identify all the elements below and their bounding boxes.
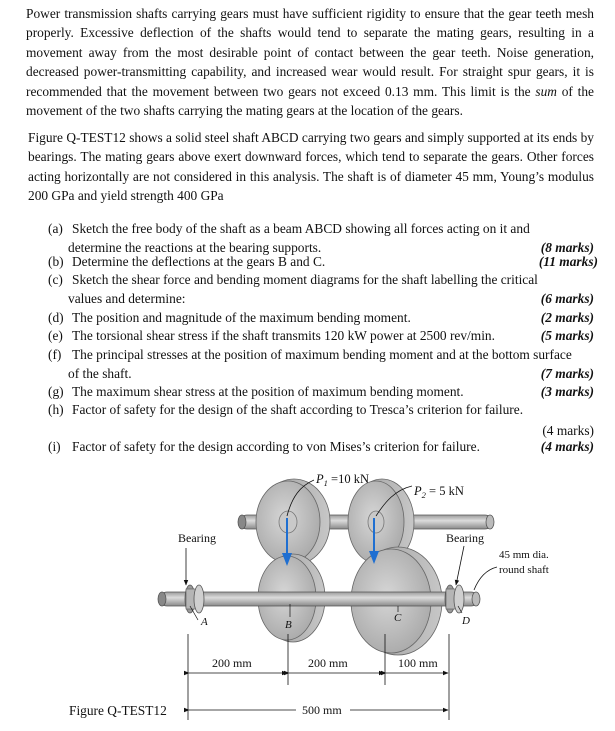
question-marks: (6 marks) [540, 291, 594, 306]
question-marks: (8 marks) [540, 240, 594, 255]
leader-bearing-right [456, 546, 464, 585]
question-marks: (7 marks) [540, 366, 594, 381]
question-label: (i) [48, 439, 61, 454]
question-label: (e) [48, 328, 63, 343]
bearing-label-left: Bearing [178, 531, 216, 545]
question-f [0, 345, 615, 385]
question-h [0, 400, 615, 440]
dimension-total: 500 mm [302, 703, 342, 717]
bearing-d [445, 585, 464, 613]
question-label: (a) [48, 221, 63, 236]
question-marks: (3 marks) [540, 384, 594, 399]
question-c [0, 270, 615, 310]
question-label: (c) [48, 272, 63, 287]
shaft-diameter-label: 45 mm dia. [499, 549, 549, 561]
question-text: The maximum shear stress at the position of maximum bending moment. [72, 384, 464, 399]
question-text: The position and magnitude of the maximum bending moment. [72, 310, 411, 325]
point-c-label: C [394, 612, 402, 624]
question-text-cont: determine the reactions at the bearing supports. [68, 240, 322, 255]
question-text: The torsional shear stress if the shaft transmits 120 kW power at 2500 rev/min. [72, 328, 495, 343]
dimension-ab: 200 mm [212, 656, 252, 670]
question-marks: (4 marks) [542, 423, 594, 438]
shaft-type-label: round shaft [499, 564, 549, 576]
question-text-cont: values and determine: [68, 291, 186, 306]
bearing-label-right: Bearing [446, 531, 484, 545]
question-marks: (4 marks) [540, 439, 594, 454]
question-text: Factor of safety for the design of the shaft according to Tresca’s criterion for failure. [72, 402, 524, 417]
intro-paragraph-2: Figure Q-TEST12 shows a solid steel shaft ABCD carrying two gears and simply supported at its ends by bearings. The mating gears above exert downward forces, which tend to separate the gears. Other forces acting horizontally are not considered in this analysis. The shaft is of diameter 45 mm, Young’s modulus 200 GPa and yield strength 400 GPa [28, 130, 594, 204]
question-text: Determine the deflections at the gears B and C. [72, 254, 326, 269]
question-text: Sketch the shear force and bending moment diagrams for the shaft labelling the critical [72, 272, 538, 287]
figure-caption: Figure Q-TEST12 [69, 703, 167, 718]
shaft-figure [0, 462, 615, 731]
question-text-cont: of the shaft. [68, 366, 132, 381]
question-i [0, 437, 615, 457]
point-b-label: B [285, 619, 292, 631]
point-a-label: A [201, 616, 208, 628]
force-label-p2: $P_2 = 5$ kN [414, 484, 464, 500]
main-shaft [158, 592, 480, 606]
upper-gear-left [256, 479, 330, 565]
question-text: Sketch the free body of the shaft as a beam ABCD showing all forces acting on it and [72, 221, 530, 236]
question-marks: (5 marks) [540, 328, 594, 343]
question-d [0, 308, 615, 328]
dimension-cd: 100 mm [398, 656, 438, 670]
question-e [0, 326, 615, 346]
intro-paragraph-1 [26, 4, 594, 120]
bearing-a [185, 585, 204, 613]
intro-text-b: of the movement of the two shafts carrying the mating gears at the location of the gears. [26, 83, 594, 119]
question-b [0, 252, 615, 272]
question-marks: (11 marks) [538, 254, 598, 269]
point-d-label: D [462, 615, 470, 627]
question-text: Factor of safety for the design according to von Mises’s criterion for failure. [72, 439, 480, 454]
dimension-bc: 200 mm [308, 656, 348, 670]
question-label: (b) [48, 254, 64, 269]
question-text: The principal stresses at the position of maximum bending moment and at the bottom surface [72, 347, 572, 362]
question-marks: (2 marks) [540, 310, 594, 325]
question-label: (d) [48, 310, 64, 325]
question-label: (g) [48, 384, 64, 399]
intro-emphasis-sum: sum [535, 83, 557, 99]
question-g [0, 382, 615, 402]
intro-text-a: Power transmission shafts carrying gears must have sufficient rigidity to ensure that the gear teeth mesh properly. Excessive deflection of the shafts would tend to separate the mating gears, resulting in a movement away from the most desirable point of contact between the gear teeth. Noise generation, decreased power-transmitting capability, and increased wear would result. For straight spur gears, it is recommended that the movement between two gears not exceed 0.13 mm. This limit is the [26, 6, 594, 99]
question-label: (h) [48, 402, 64, 417]
question-label: (f) [48, 347, 62, 362]
force-label-p1: $P_1 =10$ kN [316, 472, 369, 488]
leader-shaft-note [474, 567, 497, 590]
